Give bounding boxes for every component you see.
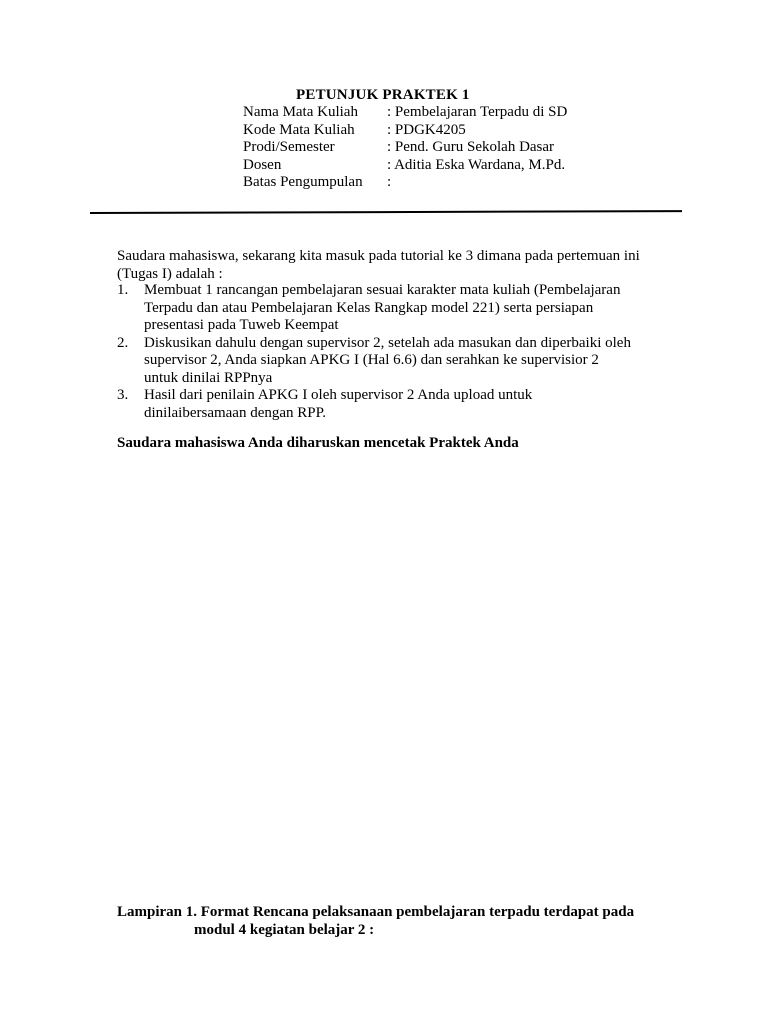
list-text-line: Diskusikan dahulu dengan supervisor 2, setelah ada masukan dan diperbaiki oleh (144, 334, 631, 351)
info-label: Batas Pengumpulan (243, 174, 363, 190)
info-label: Prodi/Semester (243, 139, 335, 155)
list-number: 3. (117, 387, 129, 403)
info-value: : PDGK4205 (387, 121, 466, 138)
appendix-heading (117, 903, 677, 939)
list-text-line: Terpadu dan atau Pembelajaran Kelas Rangkap model 221) serta persiapan (144, 299, 594, 316)
appendix-line: Lampiran 1. Format Rencana pelaksanaan pembelajaran terpadu terdapat pada (117, 904, 635, 920)
list-item (117, 282, 677, 335)
list-item (117, 387, 677, 422)
list-number: 1. (117, 282, 129, 298)
list-text-line: untuk dinilai RPPnya (144, 369, 273, 386)
intro-paragraph: Saudara mahasiswa, sekarang kita masuk pada tutorial ke 3 dimana pada pertemuan ini (Tugas I) adalah : (117, 248, 640, 282)
info-value: : Pend. Guru Sekolah Dasar (387, 139, 555, 155)
print-instruction-note: Saudara mahasiswa Anda diharuskan mencetak Praktek Anda (117, 435, 519, 451)
list-item (117, 335, 677, 388)
info-value: : Pembelajaran Terpadu di SD (387, 104, 568, 120)
horizontal-divider (90, 210, 682, 214)
list-text-line: dinilaibersamaan dengan RPP. (144, 404, 327, 421)
list-text-line: supervisor 2, Anda siapkan APKG I (Hal 6.6) dan serahkan ke supervisior 2 (144, 352, 599, 368)
list-text-line: Hasil dari penilain APKG I oleh supervisor 2 Anda upload untuk (144, 387, 533, 403)
info-label: Dosen (243, 156, 282, 173)
info-label: Kode Mata Kuliah (243, 121, 355, 138)
list-text-line: Membuat 1 rancangan pembelajaran sesuai karakter mata kuliah (Pembelajaran (144, 282, 621, 298)
appendix-line: modul 4 kegiatan belajar 2 : (194, 922, 375, 938)
page-title: PETUNJUK PRAKTEK 1 (296, 87, 470, 103)
info-value: : (387, 174, 392, 190)
info-label: Nama Mata Kuliah (243, 104, 358, 120)
task-list (117, 282, 677, 422)
info-value: : Aditia Eska Wardana, M.Pd. (387, 156, 566, 173)
list-number: 2. (117, 334, 129, 351)
list-text-line: presentasi pada Tuweb Keempat (144, 317, 339, 333)
